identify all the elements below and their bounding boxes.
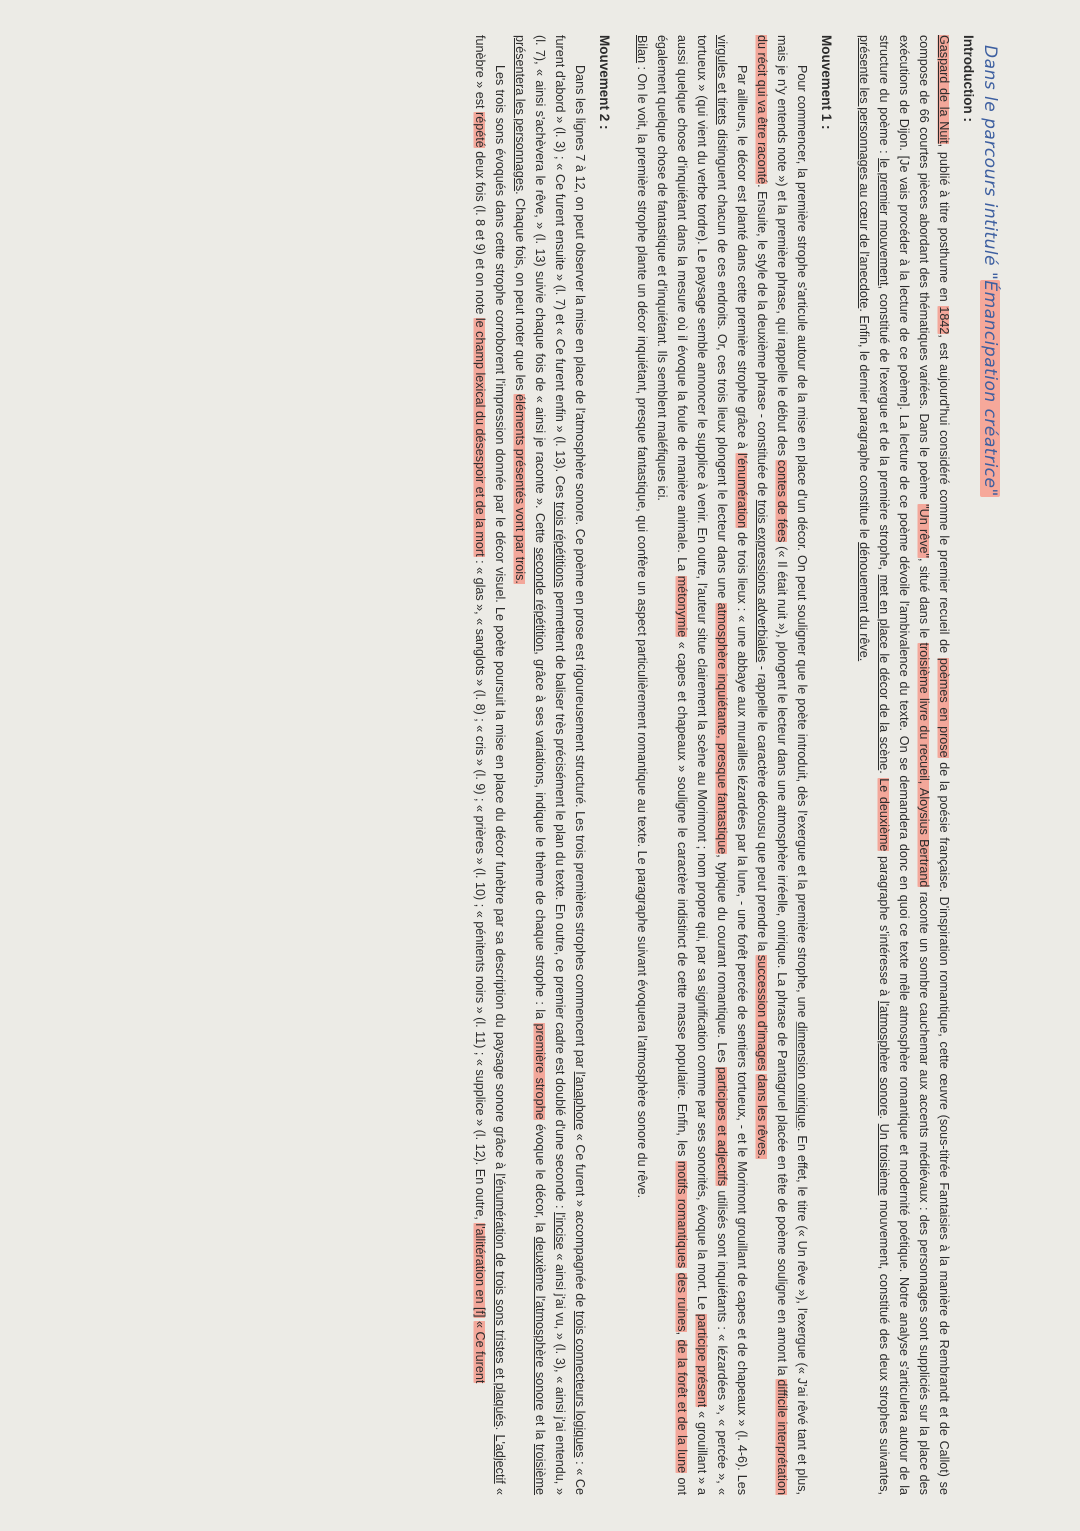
- handwritten-note: Dans le parcours intitulé "Émancipation créatrice": [980, 45, 1000, 497]
- paragraph-mouvement-2-b: Les trois sons évoqués dans cette strophe corroborent l'impression donnée par le décor visuel. Le poète poursuit la mise en place du décor funèbre par sa description du paysage sonore grâce à l'énumération de trois sons tristes et plaqués. L'adjectif « funèbre » est répété deux fois (l. 8 et 9) et on note le champ lexical du désespoir et de la mort : « glas », « sanglots » (l. 8) ; « cris » (l. 9) ; « prières » (l. 10) ; « pénitents noirs » (l. 11) ; « supplice » (l. 12). En outre, l'allitération en [f] « Ce furent: [473, 35, 507, 1495]
- heading-introduction: Introduction :: [961, 35, 976, 122]
- document-content: [470, 35, 1000, 1495]
- paragraph-introduction: Gaspard de la Nuit, publié à titre posthume en 1842, est aujourd'hui considéré comme le premier recueil de poèmes en prose de la poésie française. D'inspiration romantique, cette œuvre (sous-titrée Fantaisies à la manière de Rembrandt et de Callot) se compose de 66 courtes pièces abordant des thématiques variées. Dans le poème "Un rêve", situé dans le troisième livre du recueil, Aloysius Bertrand raconte un sombre cauchemar aux accents médiévaux : des personnages sont suppliciés sur la place des exécutions de Dijon. [Je vais procéder à la lecture de ce poème]. La lecture de ce poème dévoile l'ambivalence du texte. On se demandera donc en quoi ce texte mêle atmosphère romantique et modernité poétique. Notre analyse s'articulera autour de la structure du poème : le premier mouvement, constitué de l'exergue et de la première strophe, met en place le décor de la scène. Le deuxième paragraphe s'intéresse à l'atmosphère sonore. Un troisième mouvement, constitué des deux strophes suivantes, présente les personnages au cœur de l'anecdote. Enfin, le dernier paragraphe constitue le dénouement du rêve.: [857, 35, 951, 1495]
- paragraph-mouvement-1-b: Par ailleurs, le décor est planté dans cette première strophe grâce à l'énumération de trois lieux : « une abbaye aux murailles lézardées par la lune, - une forêt percée de sentiers tortueux, - et le Morimont grouillant de capes et de chapeaux » (l. 4-6). Les virgules et tirets distinguent chacun de ces endroits. Or, ces trois lieux plongent le lecteur dans une atmosphère inquiétante, presque fantastique, typique du courant romantique. Les participes et adjectifs utilisés sont inquiétants : « lézardées », « percée », « tortueux » (qui vient du verbe tordre). Le paysage semble annoncer le supplice à venir. En outre, l'auteur situe clairement la scène au Morimont ; nom propre qui, par sa signification comme par ses sonorités, évoque la mort. Le participe présent « grouillant » a aussi quelque chose d'inquiétant dans la mesure où il évoque la foule de manière animale. La métonymie « capes et chapeaux » souligne le caractère indistinct de cette masse populaire. Enfin, les motifs romantiques des ruines, de la forêt et de la lune ont également quelque chose de fantastique et d'inquiétant. Ils semblent maléfiques ici.: [655, 35, 749, 1496]
- paragraph-bilan: Bilan : On le voit, la première strophe plante un décor inquiétant, presque fantastique, qui confère un aspect particulièrement romantique au texte. Le paragraphe suivant évoquera l'atmosphère sonore du rêve.: [635, 35, 649, 1199]
- heading-mouvement-1: Mouvement 1 :: [819, 35, 834, 130]
- heading-mouvement-2: Mouvement 2 :: [597, 35, 612, 130]
- paragraph-mouvement-2-a: Dans les lignes 7 à 12, on peut observer la mise en place de l'atmosphère sonore. Ce poème en prose est rigoureusement structuré. Les trois premières strophes commencent par l'anaphore « Ce furent » accompagnée de trois connecteurs logiques : « Ce furent d'abord » (l. 3) ; « Ce furent ensuite » (l. 7) et « Ce furent enfin » (l. 13). Ces trois répétitions permettent de baliser très précisément le plan du texte. En outre, ce premier cadre est doublé d'une seconde : l'incise « ainsi j'ai vu, » (l. 3), « ainsi j'ai entendu, » (l. 7), « ainsi s'achèvera le rêve, » (l. 13) suivie chaque fois de « ainsi je raconte ». Cette seconde répétition, grâce à ses variations, indique le thème de chaque strophe : la première strophe évoque le décor, la deuxième l'atmosphère sonore et la troisième présentera les personnages. Chaque fois, on peut noter que les éléments présentés vont par trois.: [513, 35, 587, 1496]
- paragraph-mouvement-1-a: Pour commencer, la première strophe s'articule autour de la mise en place d'un décor. On peut souligner que le poète introduit, dès l'exergue et la première strophe, une dimension onirique. En effet, le titre (« Un rêve »), l'exergue (« J'ai rêvé tant et plus, mais je n'y entends note ») et la première phrase, qui rappelle le début des contes de fées (« Il était nuit »), plongent le lecteur dans une atmosphère irréelle, onirique. La phrase de Pantagruel placée en tête de poème souligne en amont la difficile interprétation du récit qui va être raconté. Ensuite, le style de la deuxième phrase - constituée de trois expressions adverbiales - rappelle le caractère décousu que peut prendre la succession d'images dans les rêves.: [755, 35, 809, 1495]
